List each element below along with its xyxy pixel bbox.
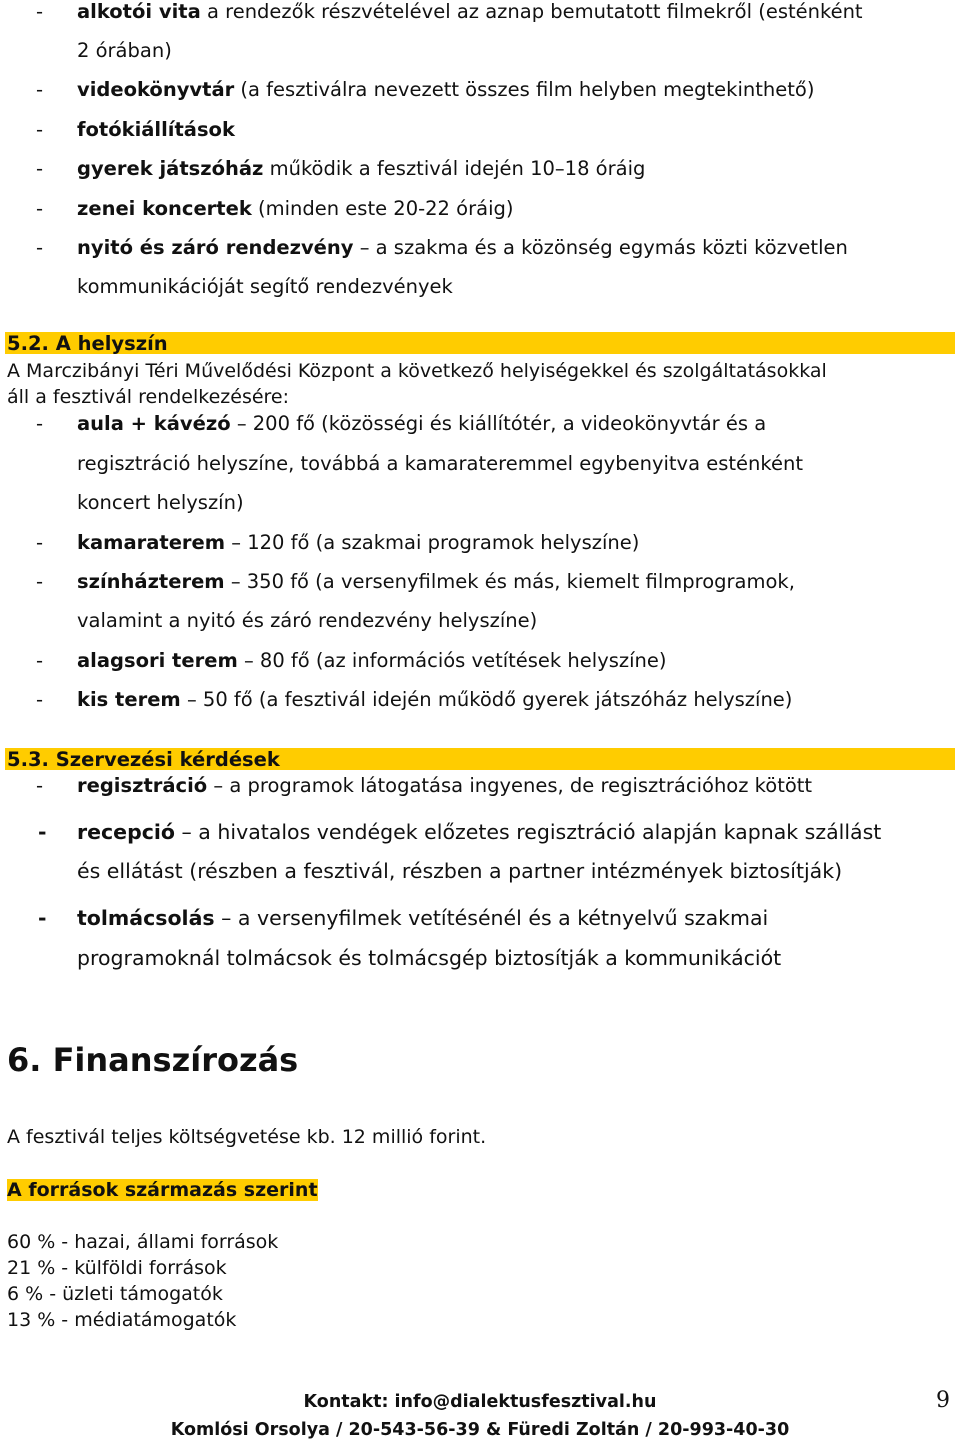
- list-dash: -: [36, 688, 44, 711]
- item-term: alkotói vita: [77, 0, 201, 23]
- item-text: – 350 fő (a versenyfilmek és más, kiemelt filmprogramok,: [224, 570, 795, 593]
- list-dash: -: [38, 820, 47, 844]
- item-text: kommunikációját segítő rendezvények: [77, 275, 453, 298]
- list-dash: -: [36, 118, 44, 141]
- list-dash: -: [36, 412, 44, 435]
- item-text: – 200 fő (közösségi és kiállítótér, a videokönyvtár és a: [230, 412, 767, 435]
- intro-text: áll a fesztivál rendelkezésére:: [7, 386, 290, 408]
- item-text: és ellátást (részben a fesztivál, részben a partner intézmények biztosítják): [77, 859, 843, 883]
- section-heading-6: 6. Finanszírozás: [7, 1041, 299, 1079]
- source-line: 6 % - üzleti támogatók: [7, 1283, 223, 1305]
- item-text: – 120 fő (a szakmai programok helyszíne): [225, 531, 640, 554]
- list-dash: -: [36, 236, 44, 259]
- section-heading-5-2: 5.2. A helyszín: [5, 332, 955, 354]
- footer-contact: Kontakt: info@dialektusfesztival.hu: [303, 1392, 657, 1412]
- item-term: zenei koncertek: [77, 197, 252, 220]
- item-text: programoknál tolmácsok és tolmácsgép biztosítják a kommunikációt: [77, 946, 782, 970]
- item-text: (a fesztiválra nevezett összes film helyben megtekinthető): [234, 78, 815, 101]
- item-term: fotókiállítások: [77, 118, 235, 141]
- source-line: 13 % - médiatámogatók: [7, 1309, 237, 1331]
- list-dash: -: [36, 570, 44, 593]
- item-text: (minden este 20-22 óráig): [251, 197, 514, 220]
- item-term: aula + kávézó: [77, 412, 231, 435]
- item-text: – a programok látogatása ingyenes, de regisztrációhoz kötött: [207, 774, 813, 797]
- item-text: koncert helyszín): [77, 491, 244, 514]
- item-text: – a hivatalos vendégek előzetes regisztráció alapján kapnak szállást: [175, 820, 882, 844]
- item-term: színházterem: [77, 570, 225, 593]
- item-term: videokönyvtár: [77, 78, 235, 101]
- list-dash: -: [36, 197, 44, 220]
- item-text: a rendezők részvételével az aznap bemutatott filmekről (esténként: [200, 0, 863, 23]
- page-number: 9: [936, 1388, 950, 1413]
- list-dash: -: [36, 78, 44, 101]
- footer-persons: Komlósi Orsolya / 20-543-56-39 & Füredi Zoltán / 20-993-40-30: [170, 1420, 790, 1440]
- sources-heading-text: A források származás szerint: [7, 1179, 318, 1201]
- section-heading-5-3: 5.3. Szervezési kérdések: [5, 748, 955, 770]
- item-text: működik a fesztivál idején 10–18 óráig: [263, 157, 646, 180]
- sources-heading: [7, 1178, 318, 1202]
- item-text: regisztráció helyszíne, továbbá a kamarateremmel egybenyitva esténként: [77, 452, 803, 475]
- item-text: 2 órában): [77, 39, 172, 62]
- source-line: 21 % - külföldi források: [7, 1257, 227, 1279]
- budget-text: A fesztivál teljes költségvetése kb. 12 millió forint.: [7, 1126, 487, 1148]
- list-dash: -: [36, 531, 44, 554]
- item-text: valamint a nyitó és záró rendezvény helyszíne): [77, 609, 538, 632]
- item-text: – a szakma és a közönség egymás közti közvetlen: [353, 236, 848, 259]
- item-term: nyitó és záró rendezvény: [77, 236, 354, 259]
- item-term: regisztráció: [77, 774, 208, 797]
- item-text: – a versenyfilmek vetítésénél és a kétnyelvű szakmai: [214, 906, 769, 930]
- list-dash: -: [36, 649, 44, 672]
- list-dash: -: [36, 0, 44, 23]
- item-term: kamaraterem: [77, 531, 226, 554]
- item-text: – 50 fő (a fesztivál idején működő gyerek játszóház helyszíne): [180, 688, 793, 711]
- item-term: recepció: [77, 820, 176, 844]
- item-term: gyerek játszóház: [77, 157, 264, 180]
- list-dash: -: [36, 157, 44, 180]
- list-dash: -: [36, 774, 44, 797]
- item-term: alagsori terem: [77, 649, 238, 672]
- item-text: – 80 fő (az információs vetítések helyszíne): [237, 649, 667, 672]
- source-line: 60 % - hazai, állami források: [7, 1231, 279, 1253]
- item-term: tolmácsolás: [77, 906, 215, 930]
- item-term: kis terem: [77, 688, 181, 711]
- intro-text: A Marczibányi Téri Művelődési Központ a következő helyiségekkel és szolgáltatásokkal: [7, 360, 827, 382]
- list-dash: -: [38, 906, 47, 930]
